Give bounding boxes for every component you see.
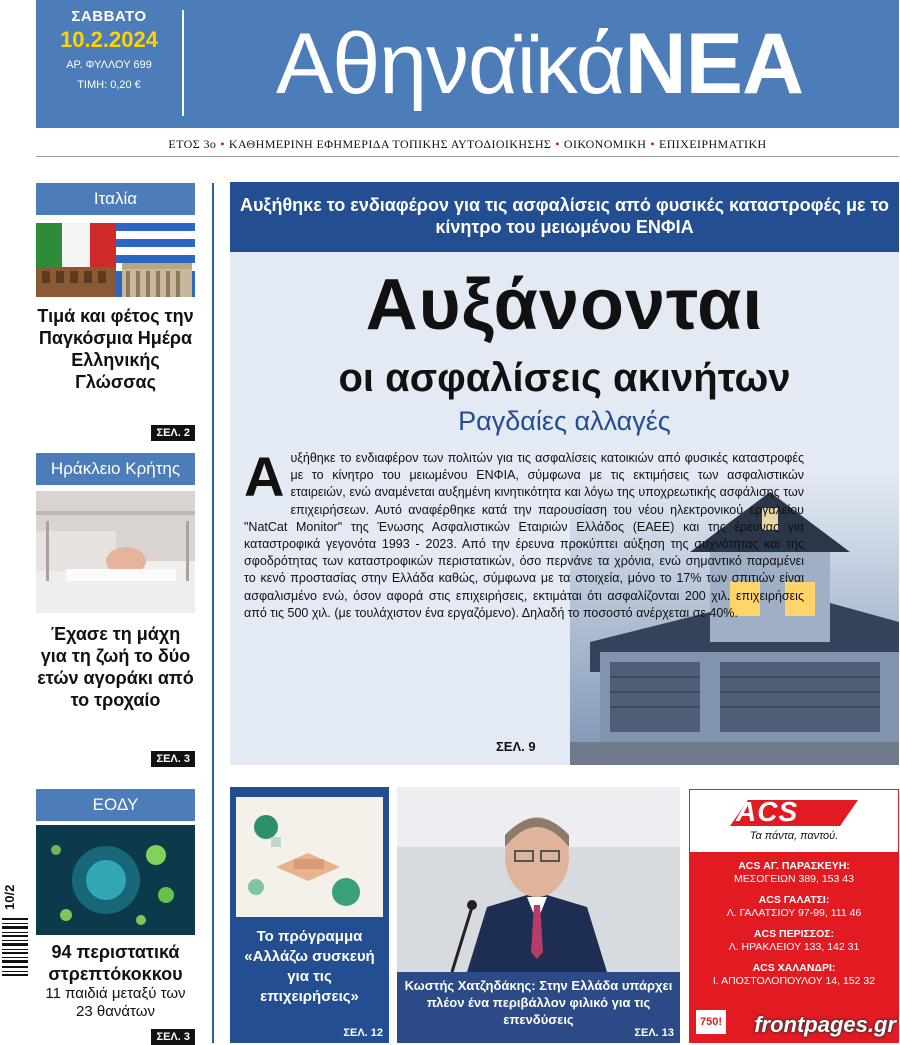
bottom-story-hatzidakis[interactable] — [397, 787, 680, 1043]
issue-info — [36, 8, 182, 91]
issue-day: ΣΑΒΒΑΤΟ — [71, 8, 147, 25]
side-story-title: 94 περιστατικά στρεπτόκοκκου — [48, 942, 183, 984]
masthead-divider — [182, 10, 184, 116]
lead-banner: Αυξήθηκε το ενδιαφέρον για τις ασφαλίσεις από φυσικές καταστροφές με το κίνητρο του μειωμένου ΕΝΦΙΑ — [230, 182, 899, 252]
store-address: Ι. ΑΠΟΣΤΟΛΟΠΟΥΛΟΥ 14, 152 32 — [712, 975, 876, 987]
side-story-heraklion[interactable] — [36, 453, 195, 767]
lead-body — [244, 445, 804, 622]
page-ref: ΣΕΛ. 9 — [496, 739, 536, 754]
newspaper-logo[interactable] — [276, 14, 803, 114]
tagline-item: ΕΤΟΣ 3ο — [168, 137, 217, 151]
tagline-item: ΕΠΙΧΕΙΡΗΜΑΤΙΚΗ — [658, 137, 767, 151]
lead-body-text: υξήθηκε το ενδιαφέρον των πολιτών για τις ασφαλίσεις κατοικιών από φυσικές καταστροφές με το κίνητρο του μειωμένου ΕΝΦΙΑ, σύμφωνα με τις εκτιμήσεις των ασφαλιστικών εταιρειών, ενώ αναμένεται αυξημένη κινητικότητα και λόγω της υποχρεωτικής ασφάλισης των επιχειρήσεων. Αυτό αναφέρθηκε κατά την παρουσίαση του νέου ηλεκτρονικού εργαλείου "NatCat Monitor" της Ένωσης Ασφαλιστικών Εταιριών Ελλάδος (ΕΑΕΕ) και της έρευνας για καταστροφικά γεγονότα 1993 - 2023. Από την έρευνα προκύπτει αύξηση της συχνότητας και της σφοδρότητας των καταστροφικών περιστατικών, όσο περνάνε τα χρόνια, ενώ σημαντικό παραμένει το κενό προστασίας στην Ελλάδα καθώς, σύμφωνα με τα στοιχεία, μόνο το 17% των σπιτιών είναι ασφαλισμένο ενώ, όσον αφορά στις επιχειρήσεις, εκτιμάται ότι ασφαλίζονται 200 χιλ. επιχειρήσεις από τις 500 χιλ. (με τουλάχιστον ένα εργαζόμενο). Δηλαδή το ποσοστό ανέρχεται σε 40%. — [244, 451, 804, 620]
page-ref: ΣΕΛ. 12 — [343, 1027, 383, 1039]
column-divider — [212, 183, 214, 1043]
source-watermark: frontpages.gr — [754, 1012, 896, 1037]
bottom-story-appliance[interactable] — [230, 787, 389, 1043]
store-entry — [690, 962, 898, 988]
issue-price: ΤΙΜΗ: 0,20 € — [77, 79, 141, 91]
politician-photo — [397, 787, 680, 972]
section-label: ΕΟΔΥ — [36, 789, 195, 821]
ad-slogan: Τα πάντα, παντού. — [749, 830, 839, 842]
drop-cap: Α — [244, 445, 285, 508]
store-entry — [690, 894, 898, 920]
section-label: Ηράκλειο Κρήτης — [36, 453, 195, 485]
side-story-eody[interactable] — [36, 789, 195, 1044]
side-story-title: Έχασε τη μάχη για τη ζωή το δύο ετών αγοράκι από το τροχαίο — [37, 624, 194, 710]
store-address: ΜΕΣΟΓΕΙΩΝ 389, 153 43 — [734, 873, 854, 885]
bottom-story-title: Το πρόγραμμα «Αλλάζω συσκευή για τις επιχειρήσεις» — [244, 928, 375, 1005]
logo-light-text: Αθηναϊκά — [276, 16, 625, 112]
bottom-story-title: Κωστής Χατζηδάκης: Στην Ελλάδα υπάρχει πλέον ένα περιβάλλον φιλικό για τις επενδύσεις — [404, 978, 673, 1027]
lead-headline-second: οι ασφαλίσεις ακινήτων — [338, 356, 791, 400]
hospital-photo — [36, 491, 195, 613]
logo-bold-text: ΝΕΑ — [624, 16, 804, 112]
ad-badge: 750! — [696, 1010, 726, 1034]
lead-kicker: Ραγδαίες αλλαγές — [458, 406, 671, 436]
page-ref: ΣΕΛ. 2 — [151, 425, 195, 441]
lead-story[interactable] — [230, 182, 899, 765]
page-ref: ΣΕΛ. 3 — [151, 751, 195, 767]
edition-date: 10/2 — [2, 884, 17, 910]
page-ref: ΣΕΛ. 13 — [634, 1027, 674, 1039]
page-ref: ΣΕΛ. 3 — [151, 1029, 195, 1045]
issue-number: ΑΡ. ΦΥΛΛΟΥ 699 — [66, 59, 152, 71]
acs-advertisement[interactable] — [689, 789, 899, 1043]
tagline-item: ΚΑΘΗΜΕΡΙΝΗ ΕΦΗΜΕΡΙΔΑ ΤΟΠΙΚΗΣ ΑΥΤΟΔΙΟΙΚΗΣΗΣ — [228, 137, 552, 151]
store-name: ACS ΓΑΛΑΤΣΙ: — [758, 894, 830, 906]
side-story-italy[interactable] — [36, 183, 195, 440]
store-entry — [690, 860, 898, 886]
store-name: ACS ΑΓ. ΠΑΡΑΣΚΕΥΗ: — [738, 860, 850, 872]
store-name: ACS ΧΑΛΑΝΔΡΙ: — [752, 962, 836, 974]
tagline: ΕΤΟΣ 3ο • ΚΑΘΗΜΕΡΙΝΗ ΕΦΗΜΕΡΙΔΑ ΤΟΠΙΚΗΣ ΑΥΤΟΔΙΟΙΚΗΣΗΣ • ΟΙΚΟΝΟΜΙΚΗ • ΕΠΙΧΕΙΡΗΜΑΤΙΚΗ — [36, 132, 899, 157]
flags-photo — [36, 223, 195, 297]
lead-headline: Αυξάνονται — [365, 265, 764, 345]
handshake-photo — [236, 797, 383, 917]
store-address: Λ. ΓΑΛΑΤΣΙΟΥ 97-99, 111 46 — [726, 907, 862, 919]
masthead — [36, 0, 899, 128]
store-entry — [690, 928, 898, 954]
side-story-subtitle: 11 παιδιά μεταξύ των 23 θανάτων — [45, 985, 186, 1020]
tagline-item: ΟΙΚΟΝΟΜΙΚΗ — [563, 137, 647, 151]
issue-date: 10.2.2024 — [60, 27, 158, 52]
bacteria-photo — [36, 825, 195, 935]
side-story-title: Τιμά και φέτος την Παγκόσμια Ημέρα Ελληνικής Γλώσσας — [37, 306, 194, 392]
section-label: Ιταλία — [36, 183, 195, 215]
store-name: ACS ΠΕΡΙΣΣΟΣ: — [753, 928, 835, 940]
acs-logo: ACS — [736, 796, 799, 827]
store-address: Λ. ΗΡΑΚΛΕΙΟΥ 133, 142 31 — [728, 941, 860, 953]
